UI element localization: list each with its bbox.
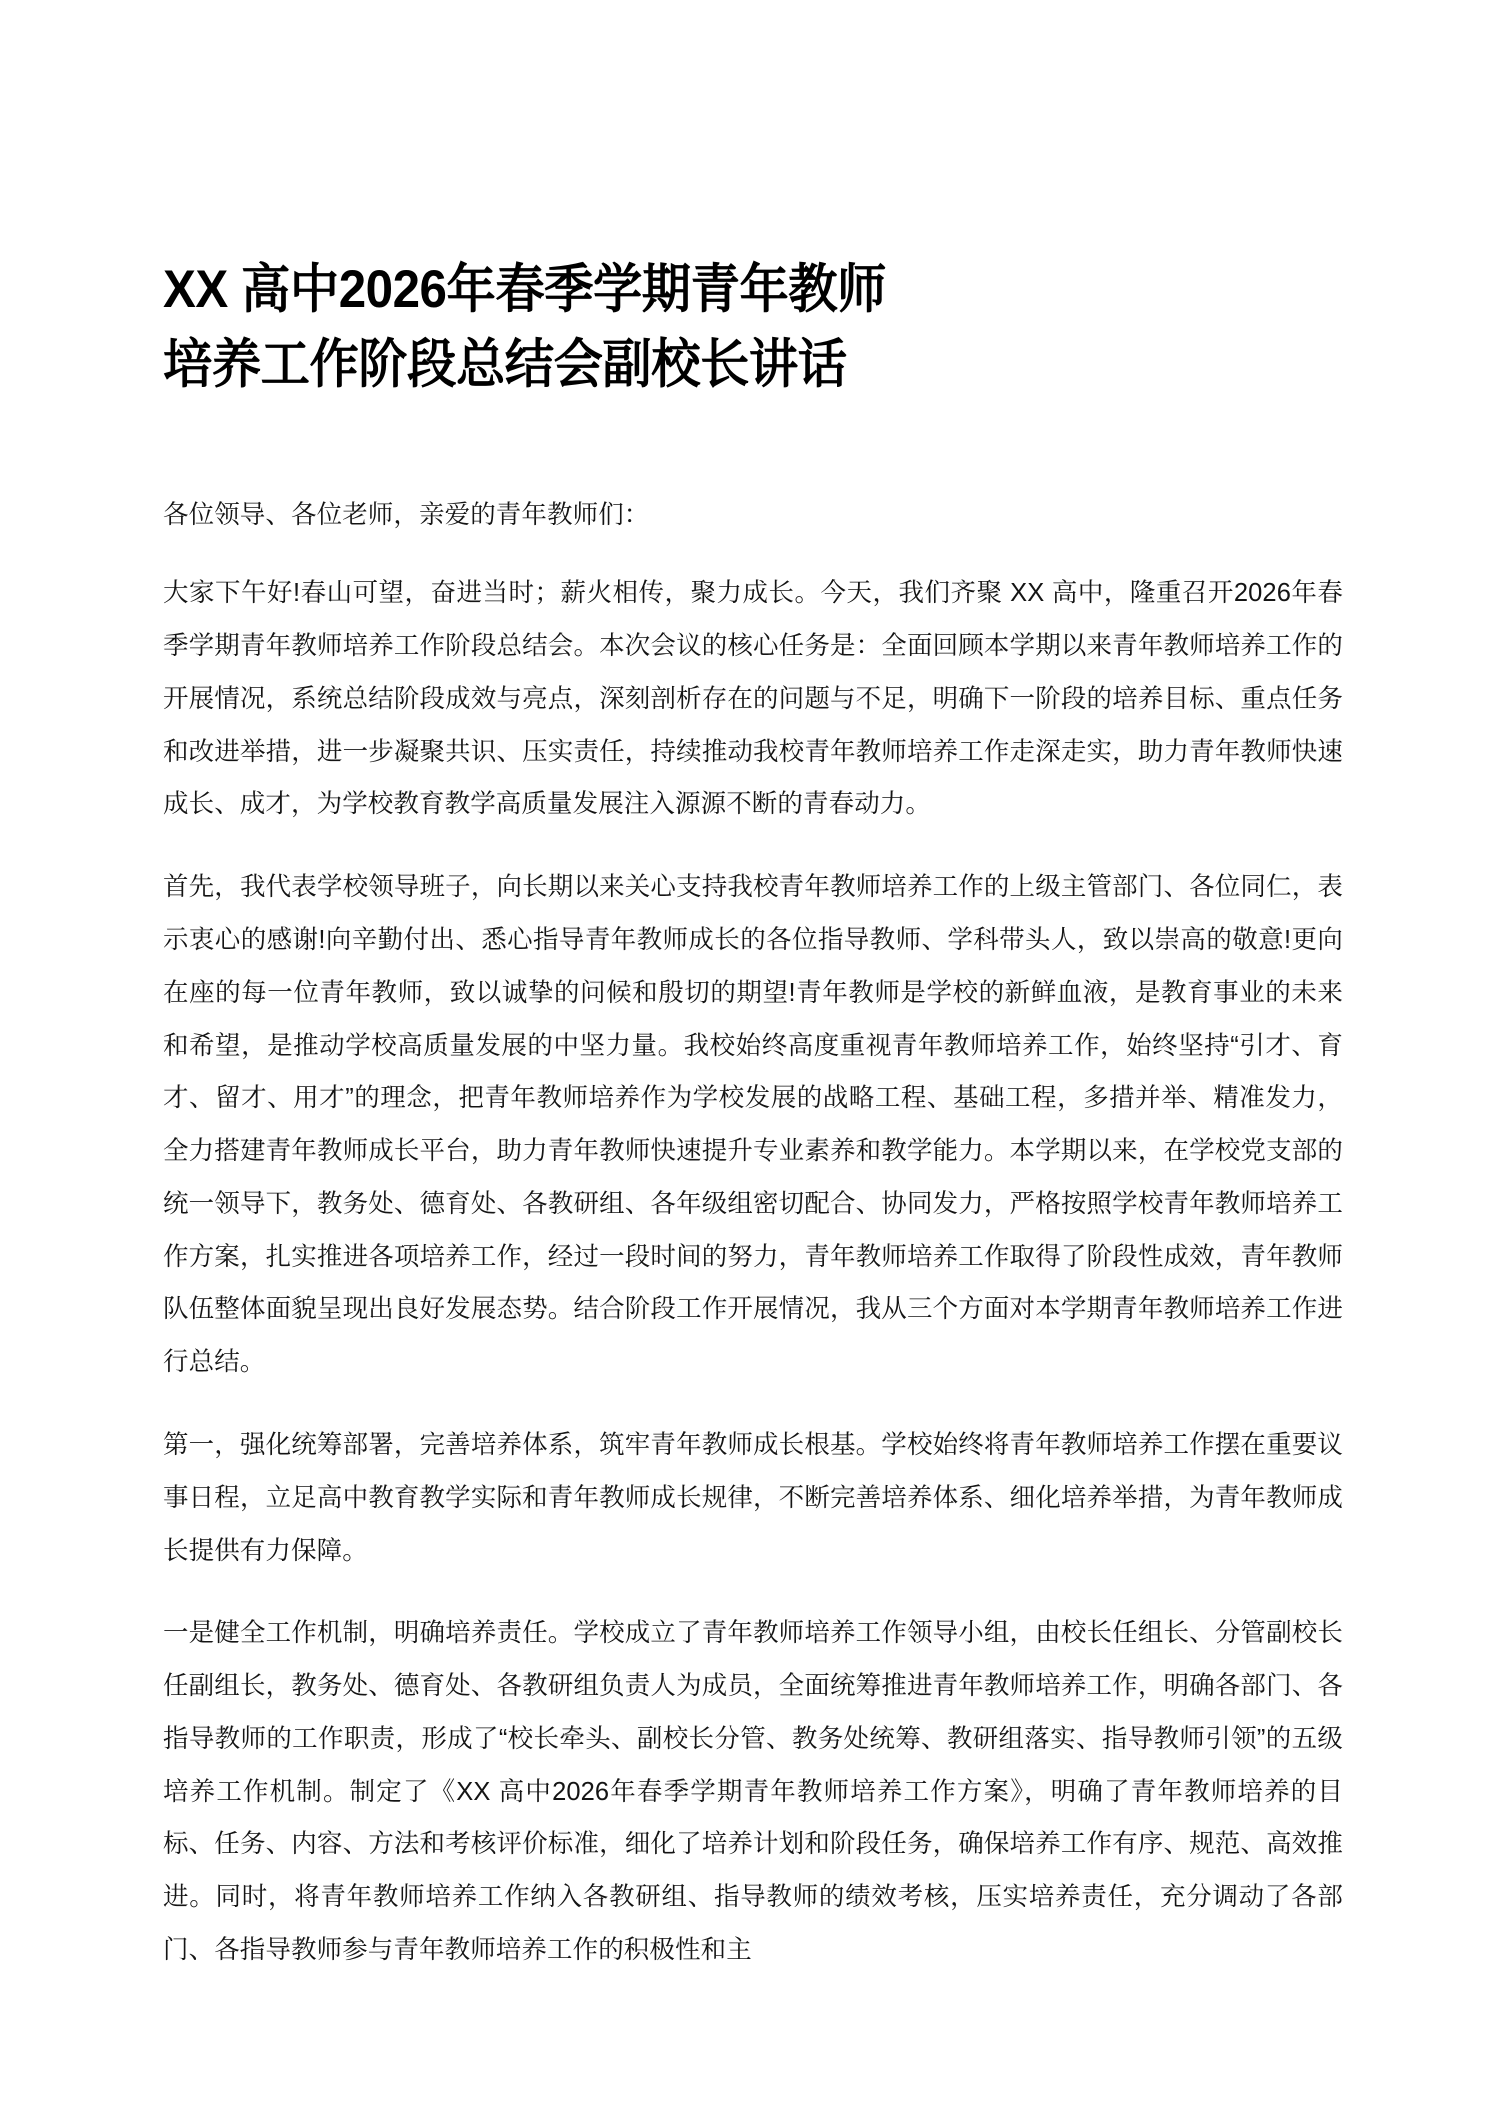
paragraph-acknowledgements: 首先，我代表学校领导班子，向长期以来关心支持我校青年教师培养工作的上级主管部门、各位同仁，表示衷心的感谢!向辛勤付出、悉心指导青年教师成长的各位指导教师、学科带头人，致以崇高的敬意!更向在座的每一位青年教师，致以诚挚的问候和殷切的期望!青年教师是学校的新鲜血液，是教育事业的未来和希望，是推动学校高质量发展的中坚力量。我校始终高度重视青年教师培养工作，始终坚持“引才、育才、留才、用才”的理念，把青年教师培养作为学校发展的战略工程、基础工程，多措并举、精准发力，全力搭建青年教师成长平台，助力青年教师快速提升专业素养和教学能力。本学期以来，在学校党支部的统一领导下，教务处、德育处、各教研组、各年级组密切配合、协同发力，严格按照学校青年教师培养工作方案，扎实推进各项培养工作，经过一段时间的努力，青年教师培养工作取得了阶段性成效，青年教师队伍整体面貌呈现出良好发展态势。结合阶段工作开展情况，我从三个方面对本学期青年教师培养工作进行总结。 (163, 873, 1343, 1377)
page-title-line-2: 培养工作阶段总结会副校长讲话 (163, 335, 847, 395)
page-title (163, 0, 1344, 403)
paragraph-opening-remarks: 大家下午好!春山可望，奋进当时；薪火相传，聚力成长。今天，我们齐聚 XX 高中，隆重召开2026年春季学期青年教师培养工作阶段总结会。本次会议的核心任务是：全面回顾本学期以来青年教师培养工作的开展情况，系统总结阶段成效与亮点，深刻剖析存在的问题与不足，明确下一阶段的培养目标、重点任务和改进举措，进一步凝聚共识、压实责任，持续推动我校青年教师培养工作走深走实，助力青年教师快速成长、成才，为学校教育教学高质量发展注入源源不断的青春动力。 (163, 579, 1343, 819)
paragraph-section-one-heading: 第一，强化统筹部署，完善培养体系，筑牢青年教师成长根基。学校始终将青年教师培养工作摆在重要议事日程，立足高中教育教学实际和青年教师成长规律，不断完善培养体系、细化培养举措，为青年教师成长提供有力保障。 (163, 1431, 1343, 1565)
paragraph-section-one-point-one: 一是健全工作机制，明确培养责任。学校成立了青年教师培养工作领导小组，由校长任组长、分管副校长任副组长，教务处、德育处、各教研组负责人为成员，全面统筹推进青年教师培养工作，明确各部门、各指导教师的工作职责，形成了“校长牵头、副校长分管、教务处统筹、教研组落实、指导教师引领”的五级培养工作机制。制定了《XX 高中2026年春季学期青年教师培养工作方案》，明确了青年教师培养的目标、任务、内容、方法和考核评价标准，细化了培养计划和阶段任务，确保培养工作有序、规范、高效推进。同时，将青年教师培养工作纳入各教研组、指导教师的绩效考核，压实培养责任，充分调动了各部门、各指导教师参与青年教师培养工作的积极性和主 (163, 1619, 1343, 1965)
page-title-line-1: XX 高中2026年春季学期青年教师 (163, 260, 886, 319)
paragraph-salutation: 各位领导、各位老师，亲爱的青年教师们： (163, 500, 650, 529)
document-body (163, 489, 1343, 1977)
document-content (163, 0, 1343, 1977)
